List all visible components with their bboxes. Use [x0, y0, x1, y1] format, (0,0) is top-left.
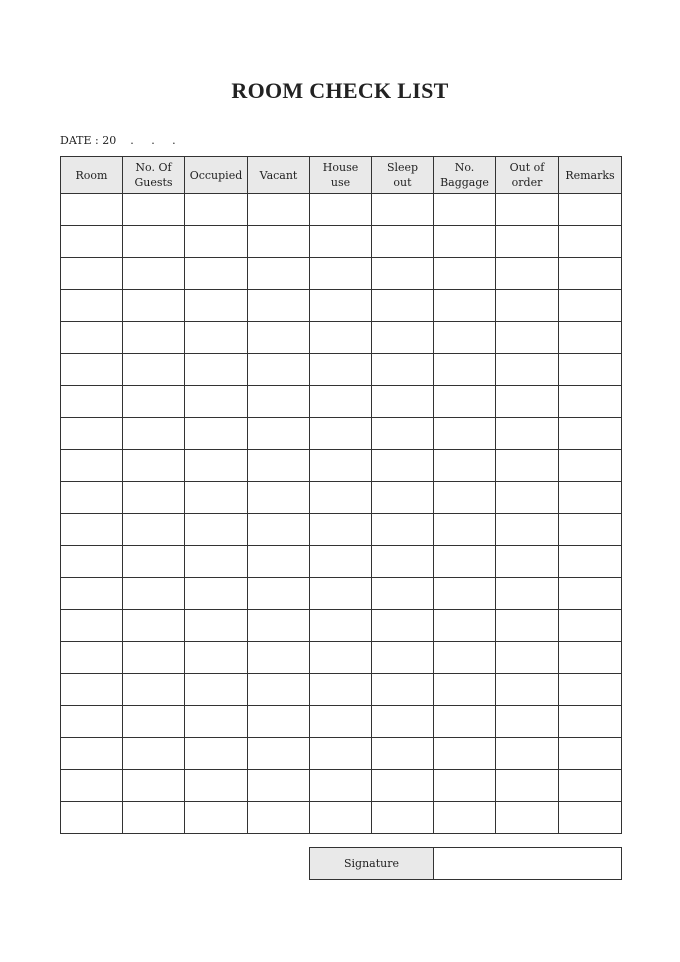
table-cell[interactable] — [123, 450, 185, 482]
table-cell[interactable] — [310, 642, 372, 674]
table-cell[interactable] — [434, 386, 496, 418]
col-header-occupied: Occupied — [185, 157, 248, 194]
table-cell[interactable] — [248, 578, 310, 610]
table-cell[interactable] — [372, 738, 434, 770]
table-cell[interactable] — [123, 322, 185, 354]
table-cell[interactable] — [434, 738, 496, 770]
table-cell[interactable] — [248, 802, 310, 834]
table-cell[interactable] — [61, 642, 123, 674]
table-cell[interactable] — [434, 578, 496, 610]
table-cell[interactable] — [559, 770, 622, 802]
table-cell[interactable] — [123, 386, 185, 418]
table-cell[interactable] — [310, 386, 372, 418]
table-cell[interactable] — [61, 290, 123, 322]
table-cell[interactable] — [61, 610, 123, 642]
table-cell[interactable] — [434, 226, 496, 258]
table-row — [61, 706, 622, 738]
table-cell[interactable] — [310, 322, 372, 354]
table-cell[interactable] — [310, 610, 372, 642]
table-cell[interactable] — [185, 450, 248, 482]
table-cell[interactable] — [310, 226, 372, 258]
table-cell[interactable] — [496, 578, 559, 610]
table-cell[interactable] — [496, 450, 559, 482]
table-cell[interactable] — [372, 802, 434, 834]
col-header-baggage: No. Baggage — [434, 157, 496, 194]
table-cell[interactable] — [185, 290, 248, 322]
col-header-room: Room — [61, 157, 123, 194]
date-field[interactable]: DATE : 20 . . . — [60, 134, 176, 147]
table-cell[interactable] — [185, 386, 248, 418]
table-cell[interactable] — [496, 610, 559, 642]
table-cell[interactable] — [61, 738, 123, 770]
table-cell[interactable] — [496, 322, 559, 354]
table-cell[interactable] — [61, 546, 123, 578]
table-cell[interactable] — [559, 642, 622, 674]
table-row — [61, 354, 622, 386]
table-cell[interactable] — [559, 674, 622, 706]
table-row — [61, 514, 622, 546]
table-cell[interactable] — [310, 738, 372, 770]
table-row — [61, 194, 622, 226]
table-cell[interactable] — [559, 706, 622, 738]
table-cell[interactable] — [61, 802, 123, 834]
table-cell[interactable] — [248, 418, 310, 450]
table-cell[interactable] — [496, 482, 559, 514]
table-cell[interactable] — [61, 770, 123, 802]
table-cell[interactable] — [185, 258, 248, 290]
table-cell[interactable] — [185, 354, 248, 386]
table-cell[interactable] — [372, 610, 434, 642]
table-cell[interactable] — [123, 674, 185, 706]
table-cell[interactable] — [372, 514, 434, 546]
table-cell[interactable] — [185, 610, 248, 642]
table-cell[interactable] — [185, 770, 248, 802]
table-row — [61, 770, 622, 802]
table-row — [61, 418, 622, 450]
table-cell[interactable] — [248, 386, 310, 418]
table-cell[interactable] — [123, 514, 185, 546]
table-row — [61, 610, 622, 642]
table-cell[interactable] — [559, 738, 622, 770]
table-cell[interactable] — [559, 802, 622, 834]
table-cell[interactable] — [123, 610, 185, 642]
table-cell[interactable] — [434, 674, 496, 706]
table-cell[interactable] — [123, 642, 185, 674]
table-cell[interactable] — [310, 770, 372, 802]
table-cell[interactable] — [559, 482, 622, 514]
table-cell[interactable] — [559, 418, 622, 450]
table-cell[interactable] — [185, 674, 248, 706]
table-cell[interactable] — [248, 610, 310, 642]
table-cell[interactable] — [559, 290, 622, 322]
table-row — [61, 738, 622, 770]
signature-box — [309, 847, 622, 880]
table-cell[interactable] — [310, 802, 372, 834]
table-cell[interactable] — [372, 418, 434, 450]
table-cell[interactable] — [372, 546, 434, 578]
table-cell[interactable] — [123, 546, 185, 578]
table-cell[interactable] — [185, 546, 248, 578]
table-cell[interactable] — [310, 578, 372, 610]
table-cell[interactable] — [434, 194, 496, 226]
room-check-table — [60, 156, 622, 834]
signature-label: Signature — [310, 848, 434, 880]
table-cell[interactable] — [185, 514, 248, 546]
table-cell[interactable] — [559, 546, 622, 578]
table-cell[interactable] — [496, 674, 559, 706]
table-row — [61, 546, 622, 578]
table-cell[interactable] — [372, 482, 434, 514]
table-cell[interactable] — [434, 482, 496, 514]
table-cell[interactable] — [559, 610, 622, 642]
table-cell[interactable] — [559, 386, 622, 418]
table-cell[interactable] — [185, 642, 248, 674]
table-cell[interactable] — [372, 322, 434, 354]
table-cell[interactable] — [372, 290, 434, 322]
table-cell[interactable] — [248, 290, 310, 322]
table-cell[interactable] — [248, 546, 310, 578]
table-cell[interactable] — [248, 706, 310, 738]
col-header-sleep-out: Sleep out — [372, 157, 434, 194]
table-cell[interactable] — [123, 738, 185, 770]
table-cell[interactable] — [185, 706, 248, 738]
table-cell[interactable] — [559, 322, 622, 354]
table-cell[interactable] — [372, 770, 434, 802]
table-row — [61, 482, 622, 514]
table-cell[interactable] — [496, 546, 559, 578]
table-cell[interactable] — [559, 450, 622, 482]
table-row — [61, 450, 622, 482]
table-cell[interactable] — [372, 386, 434, 418]
table-cell[interactable] — [310, 482, 372, 514]
table-cell[interactable] — [61, 514, 123, 546]
signature-row — [310, 848, 622, 880]
table-cell[interactable] — [434, 450, 496, 482]
table-cell[interactable] — [434, 610, 496, 642]
table-body — [61, 194, 622, 834]
table-cell[interactable] — [248, 514, 310, 546]
table-row — [61, 226, 622, 258]
table-cell[interactable] — [123, 290, 185, 322]
table-cell[interactable] — [123, 258, 185, 290]
table-cell[interactable] — [496, 706, 559, 738]
table-cell[interactable] — [310, 706, 372, 738]
table-cell[interactable] — [123, 226, 185, 258]
table-cell[interactable] — [496, 226, 559, 258]
table-cell[interactable] — [496, 386, 559, 418]
table-cell[interactable] — [434, 322, 496, 354]
table-cell[interactable] — [434, 770, 496, 802]
table-cell[interactable] — [372, 674, 434, 706]
table-cell[interactable] — [185, 578, 248, 610]
table-cell[interactable] — [372, 226, 434, 258]
table-cell[interactable] — [310, 674, 372, 706]
table-row — [61, 290, 622, 322]
table-cell[interactable] — [248, 450, 310, 482]
table-cell[interactable] — [434, 802, 496, 834]
table-cell[interactable] — [559, 354, 622, 386]
col-header-guests: No. Of Guests — [123, 157, 185, 194]
table-cell[interactable] — [61, 450, 123, 482]
table-cell[interactable] — [372, 642, 434, 674]
table-cell[interactable] — [123, 802, 185, 834]
col-header-remarks: Remarks — [559, 157, 622, 194]
table-cell[interactable] — [61, 706, 123, 738]
table-cell[interactable] — [248, 738, 310, 770]
table-cell[interactable] — [434, 290, 496, 322]
page-title: ROOM CHECK LIST — [231, 78, 449, 103]
table-cell[interactable] — [372, 258, 434, 290]
table-cell[interactable] — [372, 354, 434, 386]
table-cell[interactable] — [434, 706, 496, 738]
table-cell[interactable] — [248, 194, 310, 226]
table-row — [61, 578, 622, 610]
table-cell[interactable] — [310, 514, 372, 546]
table-cell[interactable] — [248, 354, 310, 386]
table-cell[interactable] — [434, 418, 496, 450]
table-cell[interactable] — [185, 802, 248, 834]
table-cell[interactable] — [61, 482, 123, 514]
table-cell[interactable] — [310, 546, 372, 578]
table-row — [61, 258, 622, 290]
table-cell[interactable] — [61, 418, 123, 450]
table-cell[interactable] — [310, 194, 372, 226]
table-cell[interactable] — [496, 194, 559, 226]
table-cell[interactable] — [372, 706, 434, 738]
table-cell[interactable] — [123, 578, 185, 610]
table-cell[interactable] — [248, 258, 310, 290]
table-cell[interactable] — [61, 194, 123, 226]
table-cell[interactable] — [123, 770, 185, 802]
table-cell[interactable] — [372, 194, 434, 226]
table-cell[interactable] — [185, 226, 248, 258]
table-cell[interactable] — [496, 802, 559, 834]
table-header-row — [61, 157, 622, 194]
table-cell[interactable] — [61, 258, 123, 290]
table-cell[interactable] — [496, 418, 559, 450]
table-cell[interactable] — [496, 290, 559, 322]
table-cell[interactable] — [310, 258, 372, 290]
table-cell[interactable] — [496, 514, 559, 546]
table-cell[interactable] — [123, 418, 185, 450]
table-cell[interactable] — [434, 258, 496, 290]
table-cell[interactable] — [185, 418, 248, 450]
table-cell[interactable] — [185, 322, 248, 354]
table-cell[interactable] — [123, 706, 185, 738]
table-row — [61, 642, 622, 674]
table-cell[interactable] — [248, 770, 310, 802]
table-row — [61, 322, 622, 354]
table-cell[interactable] — [185, 482, 248, 514]
col-header-house-use: House use — [310, 157, 372, 194]
table-cell[interactable] — [434, 514, 496, 546]
table-cell[interactable] — [123, 482, 185, 514]
table-cell[interactable] — [310, 354, 372, 386]
table-cell[interactable] — [372, 450, 434, 482]
table-cell[interactable] — [496, 354, 559, 386]
table-row — [61, 674, 622, 706]
table-cell[interactable] — [310, 418, 372, 450]
table-cell[interactable] — [559, 258, 622, 290]
table-cell[interactable] — [434, 642, 496, 674]
table-cell[interactable] — [248, 226, 310, 258]
table-cell[interactable] — [185, 738, 248, 770]
table-cell[interactable] — [559, 194, 622, 226]
col-header-vacant: Vacant — [248, 157, 310, 194]
table-cell[interactable] — [496, 738, 559, 770]
table-cell[interactable] — [185, 194, 248, 226]
table-cell[interactable] — [123, 354, 185, 386]
signature-field[interactable] — [434, 848, 622, 880]
table-cell[interactable] — [496, 770, 559, 802]
table-row — [61, 386, 622, 418]
table-cell[interactable] — [496, 258, 559, 290]
table-cell[interactable] — [61, 674, 123, 706]
table-cell[interactable] — [248, 642, 310, 674]
col-header-out-of-order: Out of order — [496, 157, 559, 194]
table-row — [61, 802, 622, 834]
table-cell[interactable] — [248, 322, 310, 354]
table-cell[interactable] — [496, 642, 559, 674]
table-cell[interactable] — [372, 578, 434, 610]
table-cell[interactable] — [248, 482, 310, 514]
table-cell[interactable] — [248, 674, 310, 706]
table-cell[interactable] — [61, 354, 123, 386]
table-cell[interactable] — [61, 226, 123, 258]
table-cell[interactable] — [434, 546, 496, 578]
table-cell[interactable] — [310, 290, 372, 322]
table-cell[interactable] — [61, 386, 123, 418]
table-cell[interactable] — [434, 354, 496, 386]
table-cell[interactable] — [123, 194, 185, 226]
table-cell[interactable] — [310, 450, 372, 482]
table-cell[interactable] — [61, 322, 123, 354]
table-cell[interactable] — [61, 578, 123, 610]
table-cell[interactable] — [559, 578, 622, 610]
table-cell[interactable] — [559, 514, 622, 546]
table-cell[interactable] — [559, 226, 622, 258]
